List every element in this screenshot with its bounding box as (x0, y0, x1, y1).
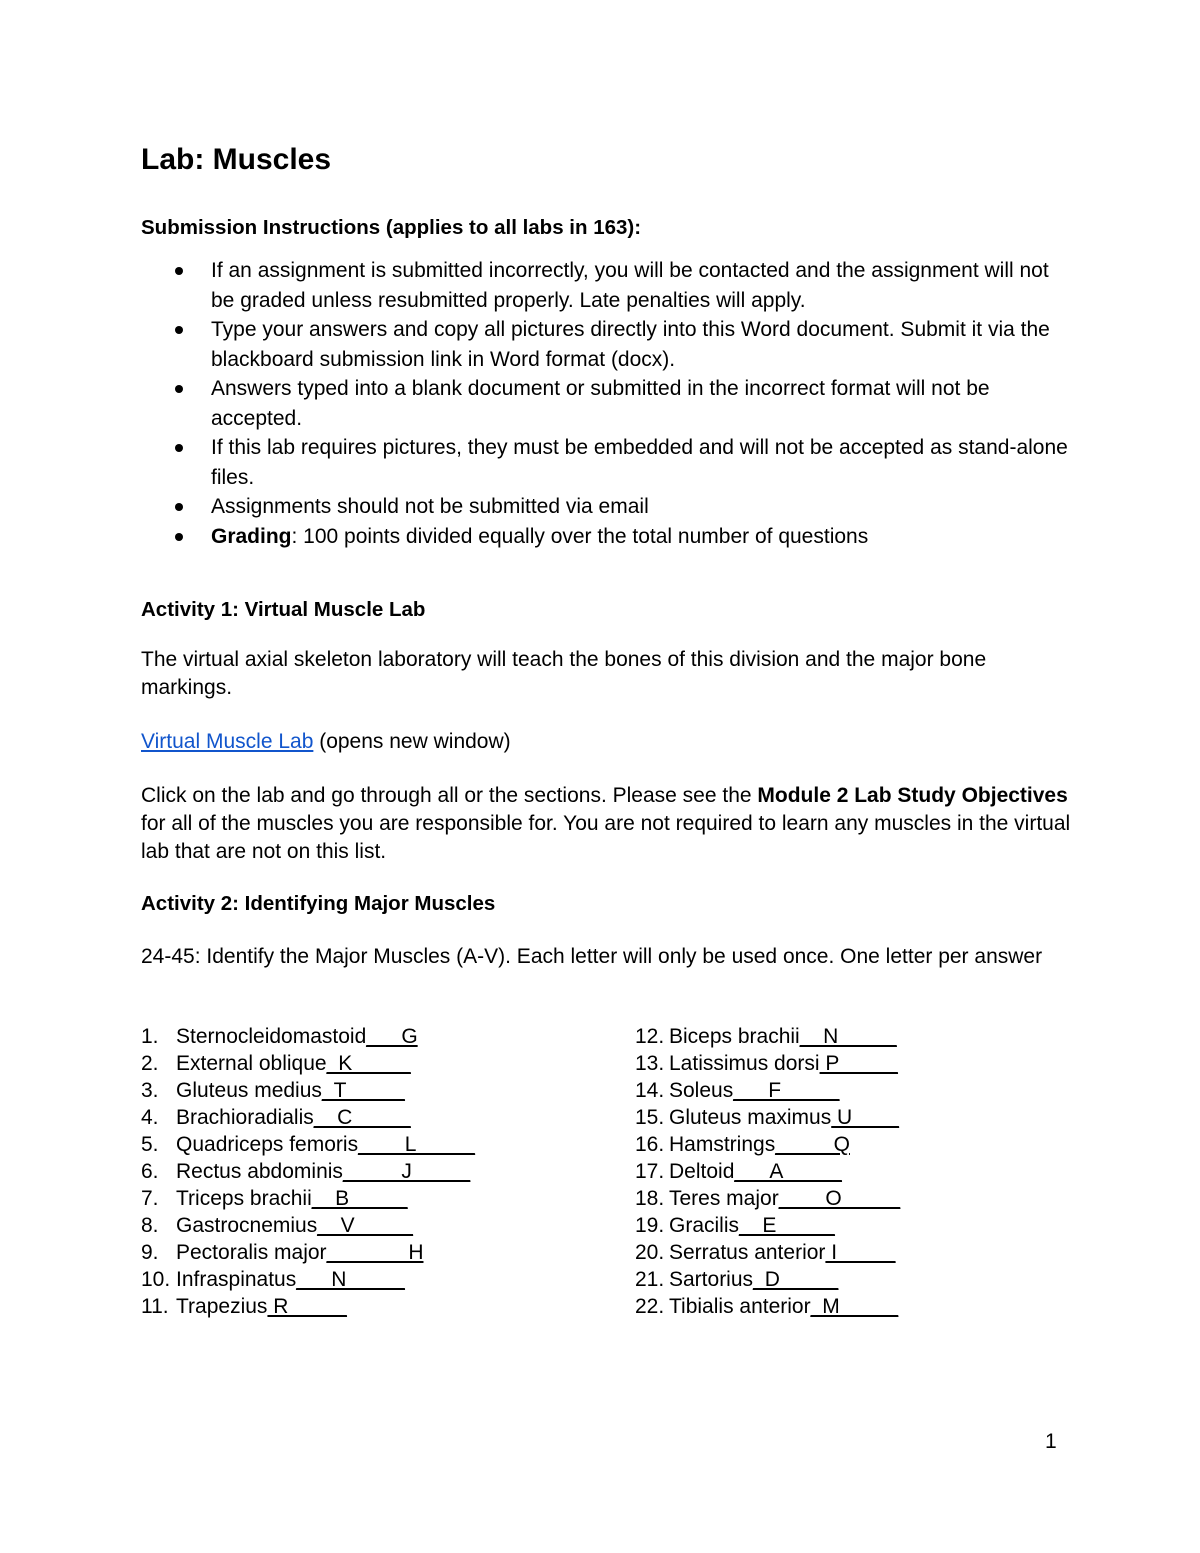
question-number: 18. (635, 1187, 665, 1210)
answer-blank[interactable]: R_____ (267, 1295, 347, 1318)
answer-blank[interactable]: ____L_____ (358, 1133, 475, 1156)
answer-blank[interactable]: ___A_____ (734, 1160, 842, 1183)
activity1-intro: The virtual axial skeleton laboratory will teach the bones of this division and the major bone markings. (141, 648, 987, 699)
question-number: 1. (141, 1025, 159, 1048)
question-number: 5. (141, 1133, 159, 1156)
question-item (141, 1023, 475, 1050)
question-list-left (141, 1023, 475, 1320)
grading-text: : 100 points divided equally over the total number of questions (291, 524, 869, 548)
answer-blank[interactable]: __E_____ (739, 1214, 835, 1237)
question-item (635, 1023, 900, 1050)
answer-blank[interactable]: P_____ (819, 1052, 898, 1075)
question-item (141, 1266, 475, 1293)
question-number: 11. (141, 1295, 169, 1318)
submission-heading: Submission Instructions (applies to all labs in 163): (141, 216, 642, 239)
question-number: 19. (635, 1214, 665, 1237)
question-number: 8. (141, 1214, 159, 1237)
answer-blank[interactable]: _____Q (775, 1133, 850, 1156)
question-number: 13. (635, 1052, 665, 1075)
question-item (141, 1077, 475, 1104)
virtual-lab-link-line (141, 728, 1071, 756)
question-number: 12. (635, 1025, 665, 1048)
answer-blank[interactable]: ___F_____ (733, 1079, 840, 1102)
answer-blank[interactable]: _______H (326, 1241, 424, 1264)
question-number: 14. (635, 1079, 665, 1102)
question-number: 15. (635, 1106, 665, 1129)
answer-blank[interactable]: __V_____ (317, 1214, 413, 1237)
question-number: 21. (635, 1268, 665, 1291)
answer-blank[interactable]: _M_____ (810, 1295, 899, 1318)
link-suffix: (opens new window) (313, 730, 511, 753)
question-number: 7. (141, 1187, 159, 1210)
question-number: 10. (141, 1268, 171, 1291)
muscle-name: Latissimus dorsi (669, 1052, 820, 1075)
question-number: 16. (635, 1133, 665, 1156)
question-number: 6. (141, 1160, 159, 1183)
question-item (635, 1185, 900, 1212)
activity1-heading: Activity 1: Virtual Muscle Lab (141, 598, 426, 621)
question-number: 9. (141, 1241, 159, 1264)
muscle-name: Sternocleidomastoid (176, 1025, 367, 1048)
muscle-name: Gastrocnemius (176, 1214, 318, 1237)
page-number: 1 (1045, 1430, 1057, 1453)
question-item (141, 1239, 475, 1266)
muscle-name: Sartorius (669, 1268, 754, 1291)
muscle-name: Tibialis anterior (669, 1295, 811, 1318)
activity2-heading: Activity 2: Identifying Major Muscles (141, 892, 496, 915)
question-item (141, 1293, 475, 1320)
muscle-name: Gluteus medius (176, 1079, 322, 1102)
answer-blank[interactable]: U____ (831, 1106, 899, 1129)
answer-blank[interactable]: I_____ (825, 1241, 896, 1264)
bullet-item: Answers typed into a blank document or submitted in the incorrect format will not be accepted. (141, 374, 1071, 433)
answer-blank[interactable]: _T_____ (321, 1079, 405, 1102)
muscle-name: Pectoralis major (176, 1241, 327, 1264)
question-item (141, 1104, 475, 1131)
question-item (635, 1212, 900, 1239)
muscle-name: Rectus abdominis (176, 1160, 343, 1183)
question-item (635, 1131, 900, 1158)
muscle-name: Biceps brachii (669, 1025, 800, 1048)
question-item (141, 1050, 475, 1077)
submission-bullet-list (141, 256, 1071, 551)
question-item (635, 1293, 900, 1320)
question-item (635, 1104, 900, 1131)
answer-blank[interactable]: _K_____ (326, 1052, 411, 1075)
question-number: 17. (635, 1160, 665, 1183)
bullet-item-grading (141, 522, 1071, 552)
bullet-item: Type your answers and copy all pictures directly into this Word document. Submit it via the blackboard submission link in Word format (docx). (141, 315, 1071, 374)
bullet-item: Assignments should not be submitted via email (141, 492, 1071, 522)
muscle-name: Serratus anterior (669, 1241, 826, 1264)
answer-blank[interactable]: ___G (366, 1025, 418, 1048)
question-number: 22. (635, 1295, 665, 1318)
answer-blank[interactable]: ___N_____ (296, 1268, 405, 1291)
virtual-muscle-lab-link[interactable]: Virtual Muscle Lab (141, 730, 314, 753)
muscle-name: Infraspinatus (176, 1268, 297, 1291)
muscle-name: Gracilis (669, 1214, 740, 1237)
question-item (635, 1266, 900, 1293)
muscle-name: Triceps brachii (176, 1187, 312, 1210)
question-item (635, 1050, 900, 1077)
question-number: 3. (141, 1079, 159, 1102)
answer-blank[interactable]: __B_____ (311, 1187, 408, 1210)
activity2-instructions: 24-45: Identify the Major Muscles (A-V). Each letter will only be used once. One letter per answer (141, 945, 1043, 968)
bullet-item: If an assignment is submitted incorrectly, you will be contacted and the assignment will not be graded unless resubmitted properly. Late penalties will apply. (141, 256, 1071, 315)
answer-blank[interactable]: __C_____ (313, 1106, 411, 1129)
answer-blank[interactable]: __N_____ (799, 1025, 897, 1048)
question-number: 2. (141, 1052, 159, 1075)
answer-blank[interactable]: _D_____ (753, 1268, 839, 1291)
muscle-name: Hamstrings (669, 1133, 776, 1156)
question-number: 4. (141, 1106, 159, 1129)
answer-blank[interactable]: ____O_____ (778, 1187, 901, 1210)
question-number: 20. (635, 1241, 665, 1264)
muscle-name: Gluteus maximus (669, 1106, 832, 1129)
page-title: Lab: Muscles (141, 143, 332, 176)
grading-label: Grading (211, 524, 292, 548)
question-item (635, 1239, 900, 1266)
question-item (635, 1158, 900, 1185)
study-objectives-ref: Module 2 Lab Study Objectives (757, 784, 1068, 807)
muscle-name: Quadriceps femoris (176, 1133, 359, 1156)
muscle-name: Soleus (669, 1079, 734, 1102)
question-list-right (635, 1023, 900, 1320)
question-item (141, 1212, 475, 1239)
question-item (141, 1158, 475, 1185)
bullet-item: If this lab requires pictures, they must be embedded and will not be accepted as stand-alone files. (141, 433, 1071, 492)
instructions-text: Click on the lab and go through all or the sections. Please see the (141, 784, 758, 807)
muscle-name: External oblique (176, 1052, 327, 1075)
muscle-name: Brachioradialis (176, 1106, 314, 1129)
muscle-name: Trapezius (176, 1295, 268, 1318)
question-item (141, 1185, 475, 1212)
activity1-instructions (141, 782, 1071, 866)
muscle-name: Deltoid (669, 1160, 735, 1183)
muscle-name: Teres major (669, 1187, 779, 1210)
question-item (141, 1131, 475, 1158)
instructions-text: for all of the muscles you are responsible for. You are not required to learn any muscles in the virtual lab that are not on this list. (141, 812, 1071, 863)
answer-blank[interactable]: _____J_____ (342, 1160, 471, 1183)
question-item (635, 1077, 900, 1104)
